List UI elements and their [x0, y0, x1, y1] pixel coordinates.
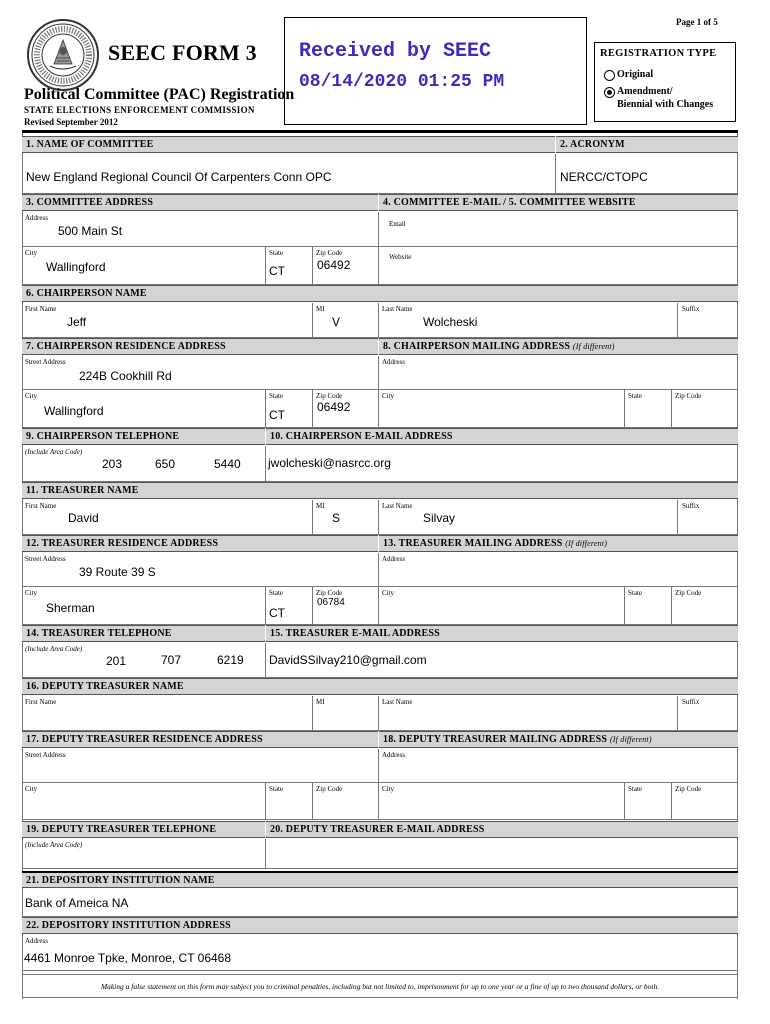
- deputy-mi-field[interactable]: [313, 696, 379, 731]
- chair-street-value: 224B Cookhill Rd: [79, 369, 172, 383]
- chair-phone-line: 5440: [214, 457, 241, 471]
- chair-phone-prefix: 650: [155, 457, 176, 471]
- section-10-header: 10. CHAIRPERSON E-MAIL ADDRESS: [266, 428, 738, 445]
- section-18-note: (If different): [609, 735, 652, 744]
- section-13-header: [379, 535, 738, 552]
- city-label: City: [382, 785, 395, 793]
- committee-city-value: Wallingford: [46, 260, 106, 274]
- section-14-header: 14. TREASURER TELEPHONE: [22, 625, 265, 642]
- chair-first-name-field[interactable]: [22, 303, 313, 338]
- address-label: Address: [25, 937, 48, 945]
- state-seal-icon: [26, 18, 100, 92]
- treasurer-zip-field[interactable]: [313, 587, 379, 625]
- state-label: State: [628, 392, 642, 400]
- deputy-mailing-zip-field[interactable]: [672, 783, 738, 820]
- registration-type-box: [594, 42, 736, 122]
- treasurer-city-value: Sherman: [46, 601, 95, 615]
- chair-state-field[interactable]: [266, 390, 313, 428]
- city-label: City: [25, 785, 38, 793]
- committee-state-field[interactable]: [266, 247, 313, 285]
- zip-label: Zip Code: [316, 249, 343, 257]
- agency-name: STATE ELECTIONS ENFORCEMENT COMMISSION: [24, 105, 255, 115]
- street-address-label: Street Address: [25, 751, 66, 759]
- mi-label: MI: [316, 698, 325, 706]
- first-name-label: First Name: [25, 502, 57, 510]
- chair-suffix-field[interactable]: [678, 303, 738, 338]
- zip-label: Zip Code: [316, 589, 343, 597]
- treasurer-email-field[interactable]: [266, 643, 738, 678]
- treasurer-last-name-value: Silvay: [423, 511, 456, 525]
- committee-zip-field[interactable]: [313, 247, 379, 285]
- committee-email-field[interactable]: [379, 212, 738, 247]
- chair-mi-value: V: [332, 315, 341, 329]
- treasurer-email-value: DavidSSilvay210@gmail.com: [269, 653, 427, 667]
- chair-zip-field[interactable]: [313, 390, 379, 428]
- treasurer-phone-field[interactable]: [22, 643, 266, 678]
- deputy-last-name-field[interactable]: [379, 696, 678, 731]
- depository-name-field[interactable]: [22, 889, 738, 917]
- state-label: State: [269, 589, 283, 597]
- chair-zip-value: 06492: [317, 400, 351, 414]
- chair-email-field[interactable]: [266, 446, 738, 482]
- deputy-mailing-address-field[interactable]: [379, 749, 738, 783]
- section-11-header: 11. TREASURER NAME: [22, 482, 738, 499]
- treasurer-first-name-value: David: [68, 511, 99, 525]
- deputy-street-field[interactable]: [22, 749, 379, 783]
- deputy-zip-field[interactable]: [313, 783, 379, 820]
- section-16-header: 16. DEPUTY TREASURER NAME: [22, 678, 738, 695]
- chair-city-value: Wallingford: [44, 404, 104, 418]
- received-stamp-title: Received by SEEC: [299, 40, 492, 63]
- first-name-label: First Name: [25, 305, 57, 313]
- deputy-mailing-city-field[interactable]: [379, 783, 625, 820]
- committee-address-value: 500 Main St: [58, 224, 123, 238]
- section-15-header: 15. TREASURER E-MAIL ADDRESS: [266, 625, 738, 642]
- city-label: City: [25, 249, 38, 257]
- first-name-label: First Name: [25, 698, 57, 706]
- section-6-header: 6. CHAIRPERSON NAME: [22, 285, 738, 302]
- original-radio[interactable]: [604, 70, 615, 81]
- chair-mailing-address-field[interactable]: [379, 356, 738, 390]
- deputy-state-field[interactable]: [266, 783, 313, 820]
- section-8-header: [379, 338, 738, 355]
- chair-first-name-value: Jeff: [67, 315, 87, 329]
- last-name-label: Last Name: [382, 698, 413, 706]
- suffix-label: Suffix: [682, 502, 700, 510]
- treasurer-last-name-field[interactable]: [379, 500, 678, 535]
- chair-mailing-city-field[interactable]: [379, 390, 625, 428]
- page-number: Page 1 of 5: [676, 17, 718, 27]
- area-code-note: (Include Area Code): [25, 841, 83, 849]
- committee-website-field[interactable]: [379, 247, 738, 285]
- section-17-header: 17. DEPUTY TREASURER RESIDENCE ADDRESS: [22, 731, 378, 748]
- treasurer-first-name-field[interactable]: [22, 500, 313, 535]
- treasurer-zip-value: 06784: [317, 597, 345, 608]
- chair-state-value: CT: [269, 408, 285, 422]
- depository-address-field[interactable]: [22, 935, 738, 971]
- section-4-header: 4. COMMITTEE E-MAIL / 5. COMMITTEE WEBSITE: [379, 194, 738, 211]
- street-address-label: Street Address: [25, 358, 66, 366]
- last-name-label: Last Name: [382, 502, 413, 510]
- acronym-field[interactable]: [556, 154, 738, 194]
- address-label: Address: [382, 555, 405, 563]
- city-label: City: [25, 392, 38, 400]
- street-address-label: Street Address: [25, 555, 66, 563]
- zip-label: Zip Code: [316, 785, 343, 793]
- zip-label: Zip Code: [316, 392, 343, 400]
- zip-label: Zip Code: [675, 785, 702, 793]
- zip-label: Zip Code: [675, 589, 702, 597]
- section-7-header: 7. CHAIRPERSON RESIDENCE ADDRESS: [22, 338, 378, 355]
- deputy-suffix-field[interactable]: [678, 696, 738, 731]
- registration-type-title: REGISTRATION TYPE: [600, 48, 717, 59]
- address-label: Address: [382, 358, 405, 366]
- treasurer-phone-area: 201: [106, 654, 127, 668]
- penalty-notice: Making a false statement on this form may subject you to criminal penalties, including but not limited to, imprisonment for up to one year or a fine of up to two thousand dollars, or both.: [22, 974, 738, 998]
- treasurer-state-field[interactable]: [266, 587, 313, 625]
- treasurer-suffix-field[interactable]: [678, 500, 738, 535]
- chair-phone-area: 203: [102, 457, 123, 471]
- committee-zip-value: 06492: [317, 258, 351, 272]
- area-code-note: (Include Area Code): [25, 645, 83, 653]
- committee-name-value: New England Regional Council Of Carpenters Conn OPC: [26, 170, 332, 184]
- zip-label: Zip Code: [675, 392, 702, 400]
- treasurer-state-value: CT: [269, 606, 285, 620]
- depository-name-value: Bank of Ameica NA: [25, 896, 129, 910]
- suffix-label: Suffix: [682, 305, 700, 313]
- committee-city-field[interactable]: [22, 247, 266, 285]
- city-label: City: [382, 589, 395, 597]
- chair-mi-field[interactable]: [313, 303, 379, 338]
- chair-street-field[interactable]: [22, 356, 379, 390]
- chair-last-name-field[interactable]: [379, 303, 678, 338]
- website-label: Website: [389, 253, 412, 261]
- section-12-header: 12. TREASURER RESIDENCE ADDRESS: [22, 535, 378, 552]
- acronym-value: NERCC/CTOPC: [560, 170, 648, 184]
- amendment-label-line2: Biennial with Changes: [617, 99, 714, 110]
- chair-mailing-state-field[interactable]: [625, 390, 672, 428]
- chair-phone-field[interactable]: [22, 446, 266, 482]
- revision-date: Revised September 2012: [24, 117, 118, 127]
- chair-email-value: jwolcheski@nasrcc.org: [268, 456, 391, 470]
- original-label: Original: [617, 69, 654, 80]
- mi-label: MI: [316, 502, 325, 510]
- treasurer-mailing-address-field[interactable]: [379, 553, 738, 587]
- amendment-radio[interactable]: [604, 87, 615, 98]
- section-8-title: 8. CHAIRPERSON MAILING ADDRESS: [383, 341, 571, 352]
- section-13-title: 13. TREASURER MAILING ADDRESS: [383, 538, 563, 549]
- section-18-header: [379, 731, 738, 748]
- form-subtitle: Political Committee (PAC) Registration: [24, 86, 295, 103]
- section-2-header: 2. ACRONYM: [556, 136, 738, 153]
- deputy-mailing-state-field[interactable]: [625, 783, 672, 820]
- chair-mailing-zip-field[interactable]: [672, 390, 738, 428]
- deputy-phone-field[interactable]: [22, 839, 266, 869]
- address-label: Address: [25, 214, 48, 222]
- committee-name-field[interactable]: [22, 154, 556, 194]
- committee-address-field[interactable]: [22, 212, 379, 247]
- state-label: State: [269, 392, 283, 400]
- treasurer-mailing-zip-field[interactable]: [672, 587, 738, 625]
- section-20-header: 20. DEPUTY TREASURER E-MAIL ADDRESS: [266, 821, 738, 838]
- last-name-label: Last Name: [382, 305, 413, 313]
- deputy-email-field[interactable]: [266, 839, 738, 869]
- form-title: SEEC FORM 3: [108, 40, 257, 65]
- mi-label: MI: [316, 305, 325, 313]
- state-label: State: [269, 249, 283, 257]
- state-label: State: [628, 785, 642, 793]
- city-label: City: [25, 589, 38, 597]
- committee-state-value: CT: [269, 264, 285, 278]
- section-19-header: 19. DEPUTY TREASURER TELEPHONE: [22, 821, 265, 838]
- section-3-header: 3. COMMITTEE ADDRESS: [22, 194, 378, 211]
- treasurer-street-value: 39 Route 39 S: [79, 565, 156, 579]
- section-18-title: 18. DEPUTY TREASURER MAILING ADDRESS: [383, 734, 608, 745]
- form-top-rule: [22, 130, 738, 133]
- received-stamp-date: 08/14/2020 01:25 PM: [299, 72, 505, 92]
- treasurer-city-field[interactable]: [22, 587, 266, 625]
- address-label: Address: [382, 751, 405, 759]
- chair-last-name-value: Wolcheski: [423, 315, 478, 329]
- state-label: State: [269, 785, 283, 793]
- state-label: State: [628, 589, 642, 597]
- treasurer-phone-line: 6219: [217, 653, 244, 667]
- deputy-city-field[interactable]: [22, 783, 266, 820]
- section-9-header: 9. CHAIRPERSON TELEPHONE: [22, 428, 265, 445]
- treasurer-street-field[interactable]: [22, 553, 379, 587]
- treasurer-phone-prefix: 707: [161, 653, 182, 667]
- treasurer-mi-field[interactable]: [313, 500, 379, 535]
- city-label: City: [382, 392, 395, 400]
- section-13-note: (If different): [565, 539, 608, 548]
- section-1-header: 1. NAME OF COMMITTEE: [22, 136, 555, 153]
- deputy-first-name-field[interactable]: [22, 696, 313, 731]
- chair-city-field[interactable]: [22, 390, 266, 428]
- received-stamp-box: [284, 17, 587, 125]
- section-21-header: 21. DEPOSITORY INSTITUTION NAME: [22, 871, 738, 888]
- area-code-note: (Include Area Code): [25, 448, 83, 456]
- treasurer-mailing-city-field[interactable]: [379, 587, 625, 625]
- treasurer-mailing-state-field[interactable]: [625, 587, 672, 625]
- email-label: Email: [389, 220, 406, 228]
- treasurer-mi-value: S: [332, 511, 341, 525]
- section-22-header: 22. DEPOSITORY INSTITUTION ADDRESS: [22, 917, 738, 934]
- section-8-note: (If different): [572, 342, 615, 351]
- amendment-label: Amendment/: [617, 86, 673, 97]
- depository-address-value: 4461 Monroe Tpke, Monroe, CT 06468: [24, 951, 232, 965]
- suffix-label: Suffix: [682, 698, 700, 706]
